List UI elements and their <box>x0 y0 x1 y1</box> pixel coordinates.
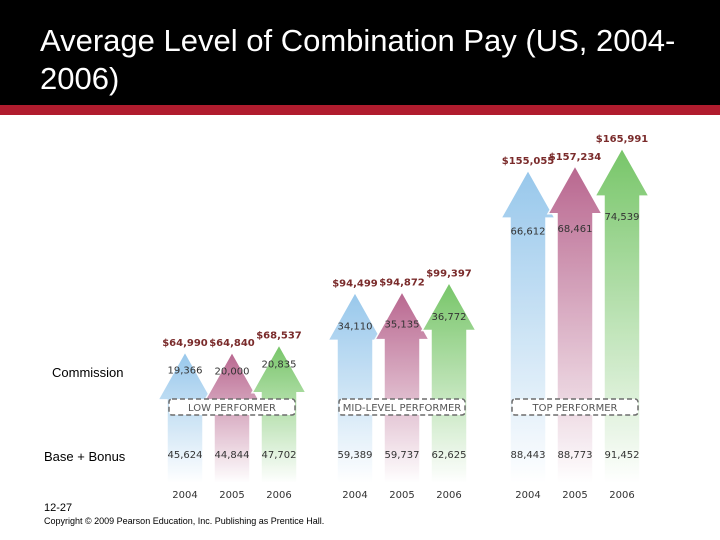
total-label-0-2: $68,537 <box>256 330 302 342</box>
commission-value-2-1: 68,461 <box>557 223 593 235</box>
year-label-2-2: 2006 <box>609 490 635 501</box>
base-value-2-0: 88,443 <box>510 450 546 461</box>
year-label-0-2: 2006 <box>266 490 292 501</box>
total-label-0-1: $64,840 <box>209 338 255 350</box>
group-label-0: LOW PERFORMER <box>188 403 276 414</box>
base-value-2-2: 91,452 <box>604 450 640 461</box>
total-label-1-0: $94,499 <box>332 278 378 290</box>
group-label-1: MID-LEVEL PERFORMER <box>342 403 462 414</box>
copyright-text: Copyright © 2009 Pearson Education, Inc. Publishing as Prentice Hall. <box>44 516 325 526</box>
arrow-bar-2-2 <box>595 148 649 483</box>
commission-value-1-2: 36,772 <box>431 311 467 323</box>
year-label-1-2: 2006 <box>436 490 462 501</box>
commission-value-0-2: 20,835 <box>261 359 297 371</box>
base-value-0-2: 47,702 <box>261 450 297 461</box>
commission-label: Commission <box>52 365 124 380</box>
commission-value-1-0: 34,110 <box>337 321 373 333</box>
group-label-2: TOP PERFORMER <box>532 403 618 414</box>
commission-value-0-0: 19,366 <box>167 365 203 377</box>
year-label-0-0: 2004 <box>172 490 198 501</box>
year-label-1-1: 2005 <box>389 490 415 501</box>
slide-number: 12-27 <box>44 502 73 514</box>
arrow-bar-2-0 <box>501 170 555 483</box>
commission-value-2-0: 66,612 <box>510 226 546 238</box>
total-label-0-0: $64,990 <box>162 337 208 349</box>
base-value-1-2: 62,625 <box>431 450 467 461</box>
commission-value-2-2: 74,539 <box>604 211 640 223</box>
base-value-2-1: 88,773 <box>557 450 593 461</box>
base-value-1-0: 59,389 <box>337 450 373 461</box>
total-label-2-0: $155,055 <box>501 156 555 168</box>
base-value-0-0: 45,624 <box>167 450 203 461</box>
year-label-1-0: 2004 <box>342 490 368 501</box>
base-value-1-1: 59,737 <box>384 450 420 461</box>
commission-value-1-1: 35,135 <box>384 319 420 331</box>
year-label-2-1: 2005 <box>562 490 588 501</box>
year-label-0-1: 2005 <box>219 490 245 501</box>
total-label-2-1: $157,234 <box>548 151 602 163</box>
base-bonus-label: Base + Bonus <box>44 449 126 464</box>
total-label-2-2: $165,991 <box>595 134 649 146</box>
arrow-bar-2-1 <box>548 166 602 483</box>
base-value-0-1: 44,844 <box>214 450 250 461</box>
slide-title: Average Level of Combination Pay (US, 2004-2006) <box>40 23 676 96</box>
commission-value-0-1: 20,000 <box>214 366 250 378</box>
total-label-1-1: $94,872 <box>379 277 425 289</box>
total-label-1-2: $99,397 <box>426 268 472 280</box>
year-label-2-0: 2004 <box>515 490 541 501</box>
